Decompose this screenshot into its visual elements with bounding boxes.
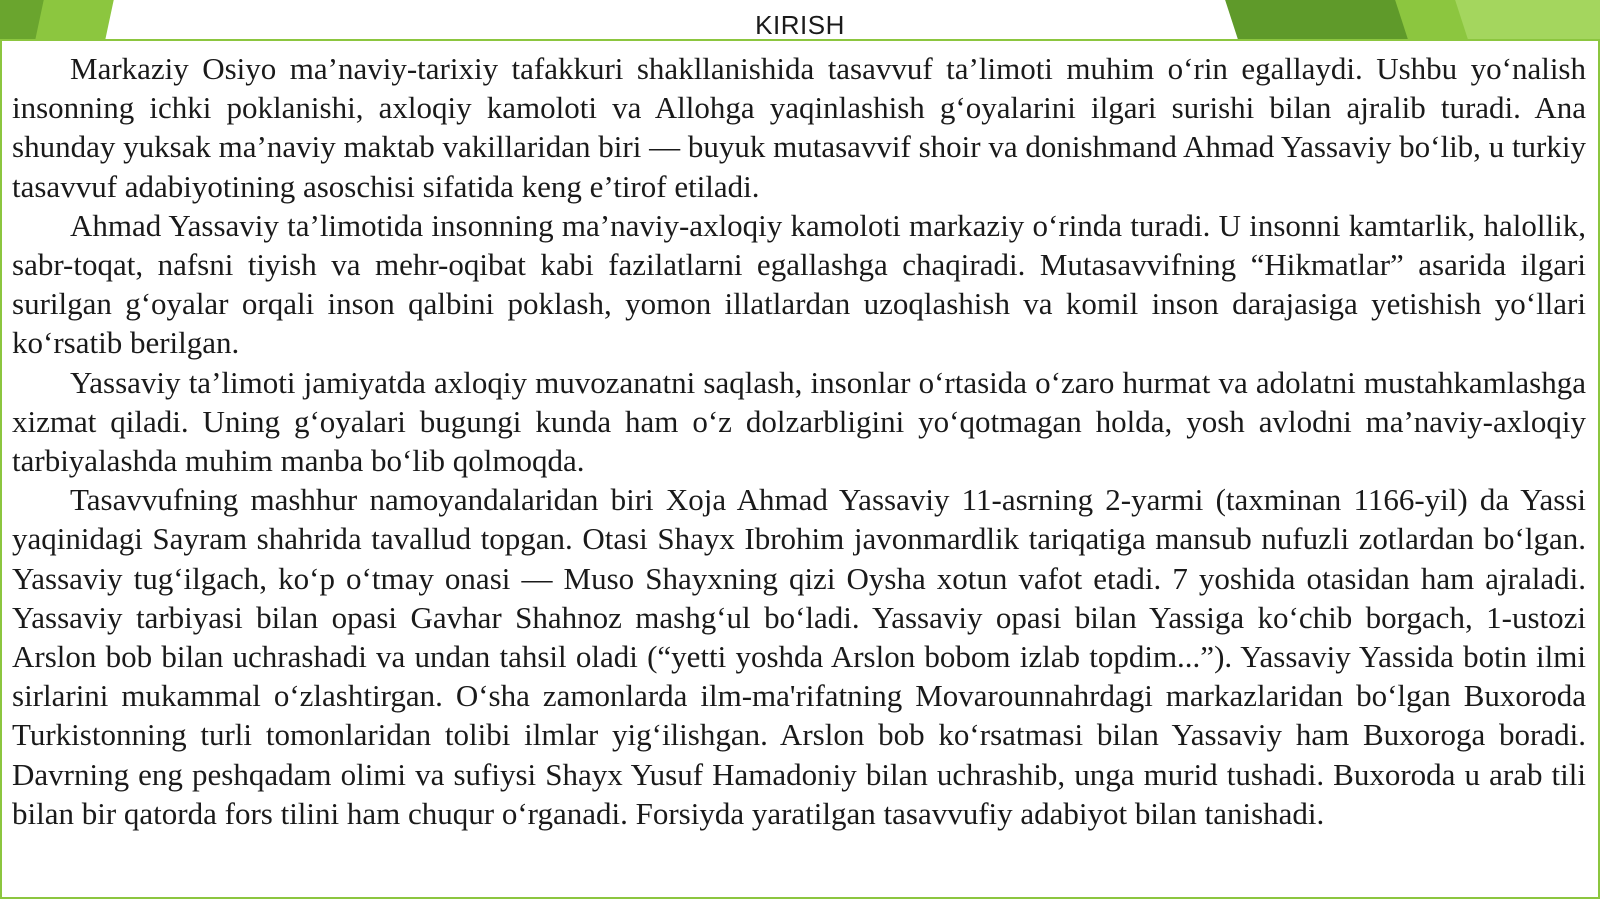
paragraph-2: Ahmad Yassaviy ta’limotida insonning ma’naviy-axloqiy kamoloti markaziy o‘rinda turadi. U insonni kamtarlik, halollik, sabr-toqat, nafsni tiyish va mehr-oqibat kabi fazilatlarni egallashga chaqiradi. Mutasavvifning “Hikmatlar” asarida ilgari surilgan g‘oyalar orqali inson qalbini poklash, yomon illatlardan uzoqlashish va komil inson darajasiga yetishish yo‘llari ko‘rsatib berilgan.: [12, 207, 1586, 361]
paragraph-4: Tasavvufning mashhur namoyandalaridan biri Xoja Ahmad Yassaviy 11-asrning 2-yarmi (taxminan 1166-yil) da Yassi yaqinidagi Sayram shahrida tavallud topgan. Otasi Shayx Ibrohim javonmardlik tariqatiga mansub nufuzli zotlardan bo‘lgan. Yassaviy tug‘ilgach, ko‘p o‘tmay onasi — Muso Shayxning qizi Oysha xotun vafot etadi. 7 yoshida otasidan ham ajraladi. Yassaviy tarbiyasi bilan opasi Gavhar Shahnoz mashg‘ul bo‘ladi. Yassaviy opasi bilan Yassiga ko‘chib borgach, 1-ustozi Arslon bob bilan uchrashadi va undan tahsil oladi (“yetti yoshda Arslon bobom izlab topdim...”). Yassaviy Yassida botin ilmi sirlarini mukammal o‘zlashtirgan. O‘sha zamonlarda ilm-ma'rifatning Movarounnahrdagi markazlaridan bo‘lgan Buxoroda Turkistonning turli tomonlaridan tolibi ilmlar yig‘ilishgan. Arslon bob ko‘rsatmasi bilan Yassaviy ham Buxoroga boradi. Davrning eng peshqadam olimi va sufiysi Shayx Yusuf Hamadoniy bilan uchrashib, unga murid tushadi. Buxoroda u arab tili bilan bir qatorda fors tilini ham chuqur o‘rganadi. Forsiyda yaratilgan tasavvufiy adabiyot bilan tanishadi.: [12, 482, 1586, 831]
page-title: KIRISH: [755, 10, 845, 40]
paragraph-3: Yassaviy ta’limoti jamiyatda axloqiy muvozanatni saqlash, insonlar o‘rtasida o‘zaro hurmat va adolatni mustahkamlashga xizmat qiladi. Uning g‘oyalari bugungi kunda ham o‘z dolzarbligini yo‘qotmagan holda, yosh avlodni ma’naviy-axloqiy tarbiyalashda muhim manba bo‘lib qolmoqda.: [12, 364, 1586, 479]
body-text: [12, 49, 1586, 833]
paragraph-1: Markaziy Osiyo ma’naviy-tarixiy tafakkuri shakllanishida tasavvuf ta’limoti muhim o‘rin egallaydi. Ushbu yo‘nalish insonning ichki poklanishi, axloqiy kamoloti va Allohga yaqinlashish g‘oyalarini ilgari surishi bilan ajralib turadi. Ana shunday yuksak ma’naviy maktab vakillaridan biri — buyuk mutasavvif shoir va donishmand Ahmad Yassaviy bo‘lib, u turkiy tasavvuf adabiyotining asoschisi sifatida keng e’tirof etiladi.: [12, 51, 1586, 204]
